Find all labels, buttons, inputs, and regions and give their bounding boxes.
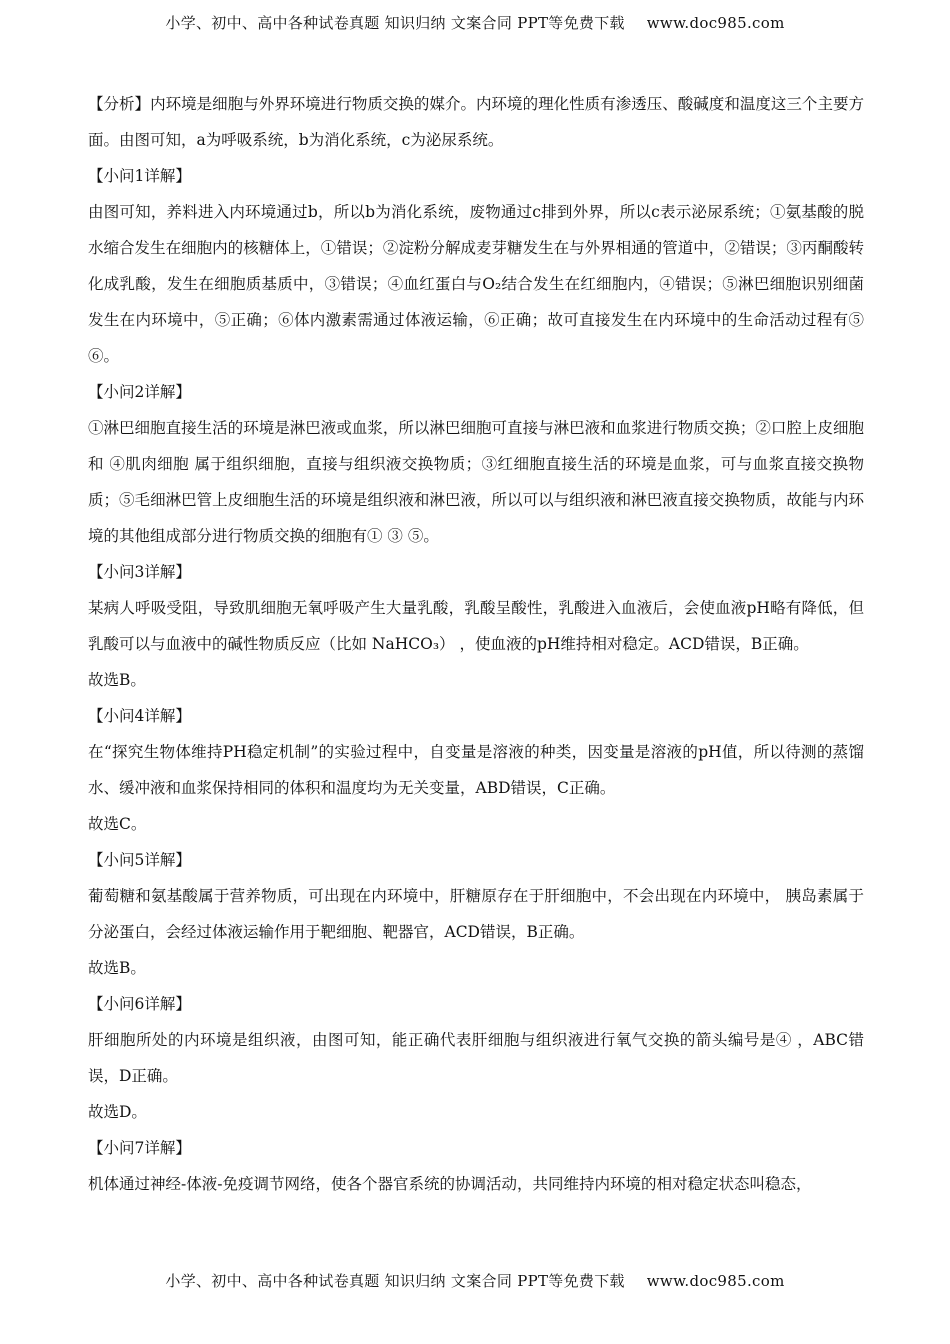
section-7-paragraph-1: 机体通过神经-体液-免疫调节网络，使各个器官系统的协调活动，共同维持内环境的相对稳定状态叫稳态， [88,1175,812,1193]
section-title-6: 【小问6详解】 [88,995,191,1013]
section-2-paragraph-1: ①淋巴细胞直接生活的环境是淋巴液或血浆，所以淋巴细胞可直接与淋巴液和血浆进行物质交换；②口腔上皮细胞 和 ④肌肉细胞 属于组织细胞，直接与组织液交换物质；③红细胞直接生活的环境是血浆，可与血浆直接交换物质；⑤毛细淋巴管上皮细胞生活的环境是组织液和淋巴液，所以可以与组织液和淋巴液直接交换物质，故能与内环境的其他组成部分进行物质交换的细胞有① ③ ⑤。 [88,419,864,545]
section-1-paragraph-1: 由图可知，养料进入内环境通过b，所以b为消化系统，废物通过c排到外界，所以c表示泌尿系统；①氨基酸的脱水缩合发生在细胞内的核糖体上，①错误；②淀粉分解成麦芽糖发生在与外界相通的管道中，②错误；③丙酮酸转化成乳酸，发生在细胞质基质中，③错误；④血红蛋白与O₂结合发生在红细胞内，④错误；⑤淋巴细胞识别细菌发生在内环境中，⑤正确；⑥体内激素需通过体液运输，⑥正确；故可直接发生在内环境中的生命活动过程有⑤⑥。 [88,203,864,365]
header-url[interactable]: www.doc985.com [646,14,785,32]
header-text: 小学、初中、高中各种试卷真题 知识归纳 文案合同 PPT等免费下载 [165,14,625,32]
section-6-answer: 故选D。 [88,1103,147,1121]
section-title-7: 【小问7详解】 [88,1139,191,1157]
section-6-paragraph-1: 肝细胞所处的内环境是组织液，由图可知，能正确代表肝细胞与组织液进行氧气交换的箭头编号是④ ，ABC错误，D正确。 [88,1031,864,1085]
analysis-label: 【分析】 [88,95,151,113]
section-3-answer: 故选B。 [88,671,146,689]
analysis-text: 内环境是细胞与外界环境进行物质交换的媒介。内环境的理化性质有渗透压、酸碱度和温度这三个主要方面。由图可知，a为呼吸系统，b为消化系统，c为泌尿系统。 [88,95,864,149]
section-3-paragraph-1: 某病人呼吸受阻，导致肌细胞无氧呼吸产生大量乳酸，乳酸呈酸性，乳酸进入血液后，会使血液pH略有降低，但乳酸可以与血液中的碱性物质反应（比如 NaHCO₃） ，使血液的pH维持相对稳定。ACD错误，B正确。 [88,599,864,653]
section-title-4: 【小问4详解】 [88,707,191,725]
section-5-paragraph-1: 葡萄糖和氨基酸属于营养物质，可出现在内环境中，肝糖原存在于肝细胞中，不会出现在内环境中， 胰岛素属于分泌蛋白，会经过体液运输作用于靶细胞、靶器官，ACD错误，B正确。 [88,887,864,941]
section-title-1: 【小问1详解】 [88,167,191,185]
section-4-answer: 故选C。 [88,815,147,833]
section-title-3: 【小问3详解】 [88,563,191,581]
section-5-answer: 故选B。 [88,959,146,977]
analysis-paragraph [88,86,864,158]
footer-text: 小学、初中、高中各种试卷真题 知识归纳 文案合同 PPT等免费下载 [165,1272,625,1290]
section-4-paragraph-1: 在“探究生物体维持PH稳定机制”的实验过程中，自变量是溶液的种类，因变量是溶液的pH值，所以待测的蒸馏水、缓冲液和血浆保持相同的体积和温度均为无关变量，ABD错误，C正确。 [88,743,864,797]
footer-url[interactable]: www.doc985.com [646,1272,785,1290]
document-body [88,86,864,1202]
section-title-5: 【小问5详解】 [88,851,191,869]
page-footer [0,1270,950,1291]
page-header [0,12,950,33]
section-title-2: 【小问2详解】 [88,383,191,401]
